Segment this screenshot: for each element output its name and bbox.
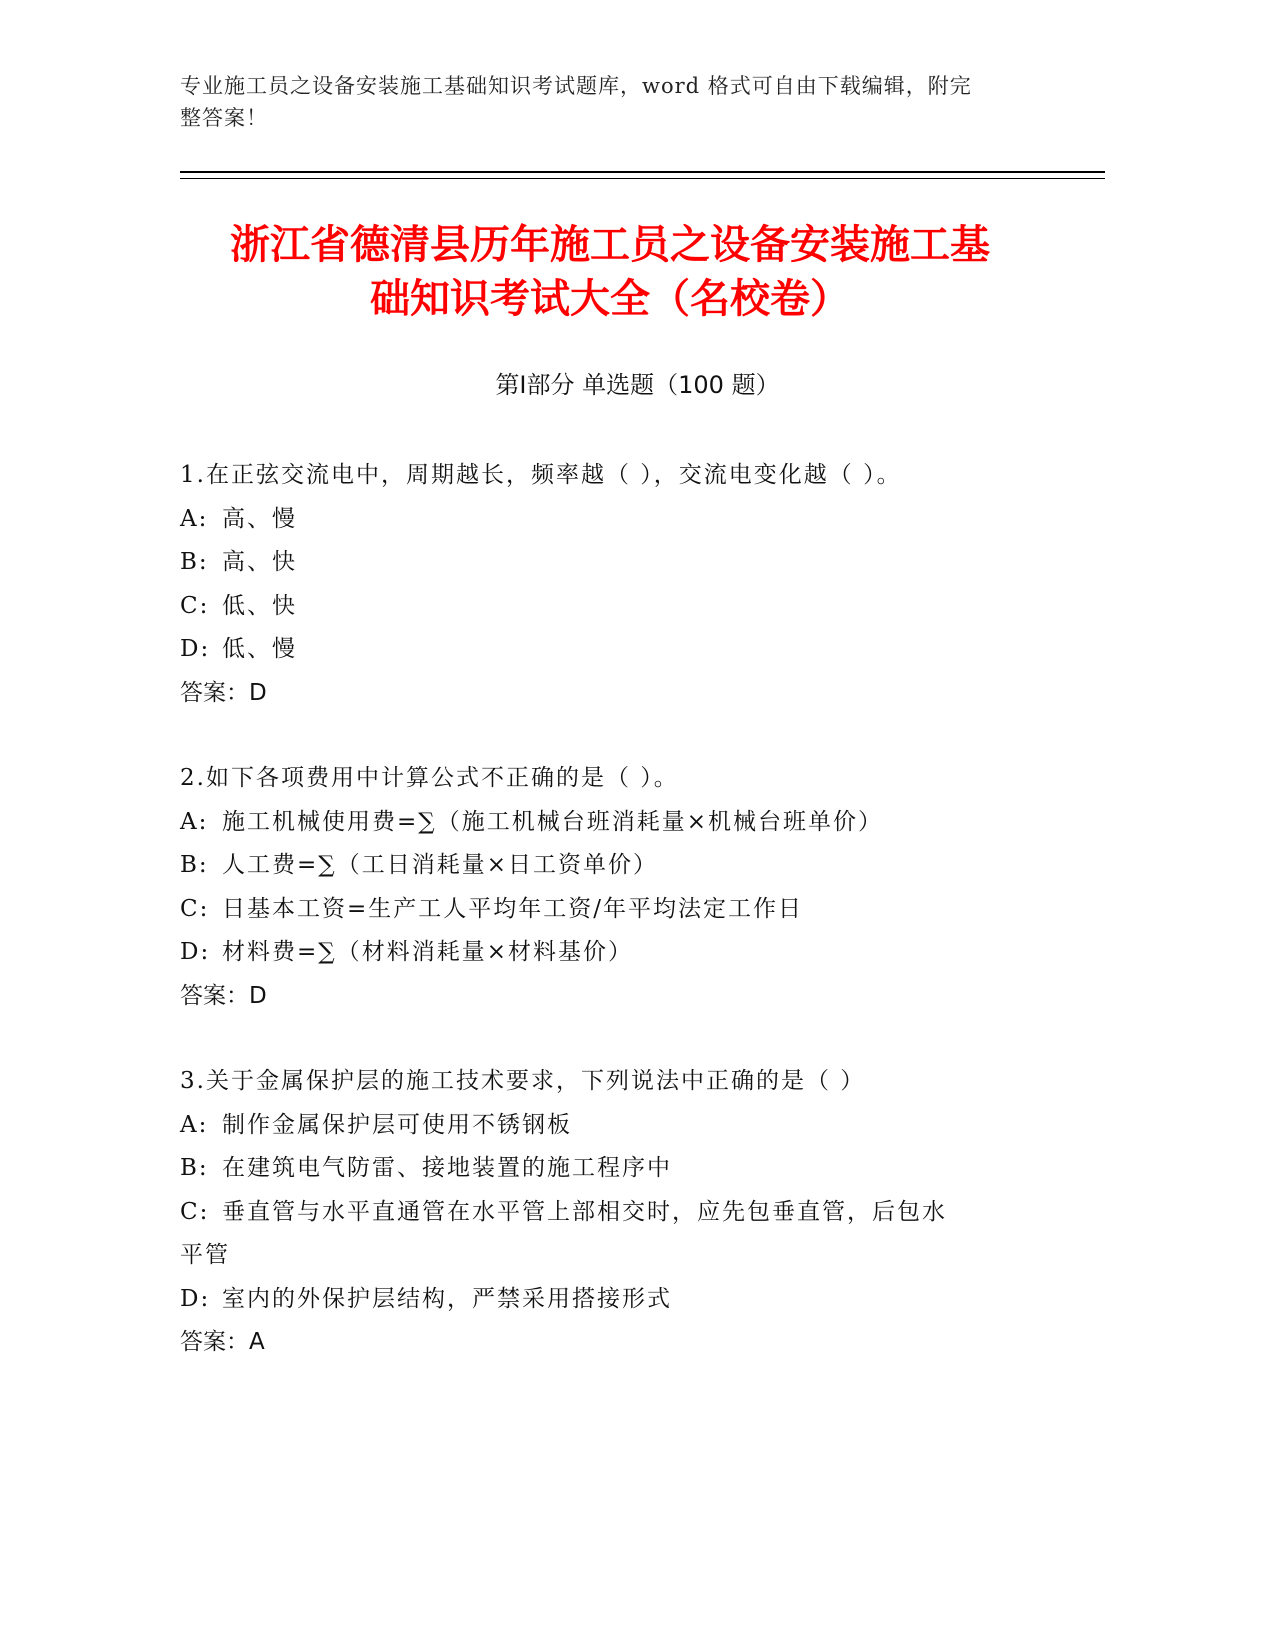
option-letter: A:: [180, 808, 209, 835]
option-d: [180, 931, 1040, 975]
option-text: 材料费=∑（材料消耗量×材料基价）: [222, 939, 633, 965]
option-letter: B:: [180, 852, 209, 878]
option-text: 低、慢: [222, 636, 297, 662]
header-note-line-2: 整答案！: [180, 106, 268, 130]
question-stem: 1.在正弦交流电中，周期越长，频率越（ ），交流电变化越（ ）。: [180, 462, 902, 488]
option-letter: B:: [180, 1155, 209, 1181]
option-b: [180, 1147, 1040, 1191]
option-letter: B:: [180, 549, 209, 575]
option-text: 低、快: [222, 592, 297, 619]
option-a: [180, 498, 1040, 542]
option-text: 垂直管与水平直通管在水平管上部相交时，应先包垂直管，后包水: [222, 1198, 947, 1225]
answer: 答案：A: [180, 1329, 265, 1355]
question-1: [180, 454, 1040, 715]
option-text: 高、慢: [222, 505, 297, 532]
option-a: [180, 801, 1040, 845]
option-b: [180, 844, 1040, 888]
option-b: [180, 541, 1040, 585]
question-list: [180, 454, 1040, 1407]
header-divider-thin: [180, 178, 1105, 179]
option-c: [180, 585, 1040, 629]
option-text: 日基本工资=生产工人平均年工资/年平均法定工作日: [222, 895, 804, 922]
question-3: [180, 1060, 1040, 1365]
option-c: [180, 1191, 1040, 1235]
question-stem: 2.如下各项费用中计算公式不正确的是（ ）。: [180, 765, 679, 791]
option-letter: A:: [180, 505, 209, 532]
option-letter: A:: [180, 1111, 209, 1138]
option-letter: D:: [180, 1285, 211, 1312]
header-note-line-1: 专业施工员之设备安装施工基础知识考试题库，word 格式可自由下载编辑，附完: [180, 74, 972, 98]
option-letter: D:: [180, 636, 211, 662]
option-c-continuation: 平管: [180, 1242, 230, 1268]
question-2: [180, 757, 1040, 1018]
option-letter: C:: [180, 1198, 210, 1225]
option-text: 人工费=∑（工日消耗量×日工资单价）: [222, 852, 658, 878]
header-divider-thick: [180, 171, 1105, 173]
document-title-line-2: 础知识考试大全（名校卷）: [370, 276, 850, 322]
answer: 答案：D: [180, 679, 267, 706]
option-letter: C:: [180, 895, 210, 922]
document-title: [180, 218, 1040, 326]
option-text: 施工机械使用费=∑（施工机械台班消耗量×机械台班单价）: [222, 808, 883, 835]
option-text: 制作金属保护层可使用不锈钢板: [222, 1111, 572, 1138]
document-title-line-1: 浙江省德清县历年施工员之设备安装施工基: [230, 222, 990, 268]
option-d: [180, 1278, 1040, 1322]
header-note: [180, 70, 1040, 134]
option-letter: D:: [180, 939, 211, 965]
option-text: 高、快: [222, 549, 297, 575]
section-title: 第Ⅰ部分 单选题（100 题）: [495, 371, 780, 399]
option-text: 室内的外保护层结构，严禁采用搭接形式: [222, 1285, 672, 1312]
question-stem: 3.关于金属保护层的施工技术要求，下列说法中正确的是（ ）: [180, 1068, 866, 1094]
answer: 答案：D: [180, 982, 267, 1009]
option-text: 在建筑电气防雷、接地装置的施工程序中: [222, 1155, 672, 1181]
option-d: [180, 628, 1040, 672]
option-a: [180, 1104, 1040, 1148]
option-letter: C:: [180, 592, 210, 619]
option-c: [180, 888, 1040, 932]
